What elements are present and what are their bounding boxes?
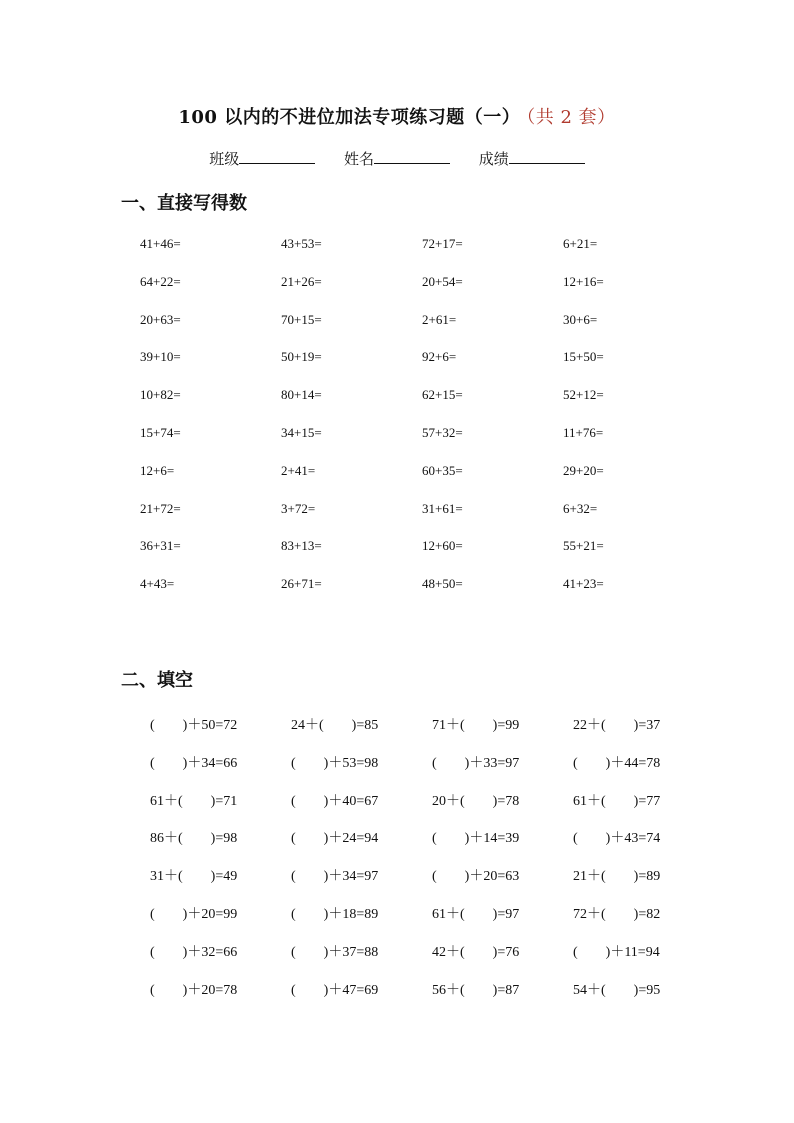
fill-blank-problem: ( )＋18=89 bbox=[291, 906, 379, 922]
addition-problem: 62+15= bbox=[422, 387, 463, 403]
fill-blank-problem: ( )＋14=39 bbox=[432, 831, 520, 847]
fill-blank-grid bbox=[150, 714, 714, 1016]
direct-answer-grid bbox=[140, 236, 704, 614]
class-field bbox=[209, 148, 315, 169]
addition-problem: 34+15= bbox=[281, 424, 322, 440]
name-field bbox=[344, 148, 450, 169]
fill-blank-problem: ( )＋37=88 bbox=[291, 944, 379, 960]
score-field bbox=[479, 148, 585, 169]
addition-problem: 41+46= bbox=[140, 236, 181, 251]
addition-problem: 39+10= bbox=[140, 349, 181, 365]
section1-title: 一、直接写得数 bbox=[121, 193, 247, 214]
addition-problem: 31+61= bbox=[422, 500, 463, 516]
addition-problem: 3+72= bbox=[281, 500, 316, 516]
addition-problem: 12+60= bbox=[422, 538, 463, 554]
fill-blank-problem: ( )＋20=78 bbox=[150, 982, 238, 998]
title-text: 100 以内的不进位加法专项练习题（一） bbox=[178, 107, 521, 128]
fill-blank-problem: 54＋( )=95 bbox=[573, 982, 661, 998]
score-label: 成绩 bbox=[478, 150, 509, 168]
addition-problem: 43+53= bbox=[281, 236, 322, 251]
worksheet-title bbox=[0, 103, 794, 129]
fill-blank-problem: 56＋( )=87 bbox=[432, 982, 520, 998]
addition-problem: 29+20= bbox=[563, 462, 604, 478]
addition-problem: 60+35= bbox=[422, 462, 463, 478]
addition-problem: 2+41= bbox=[281, 462, 316, 478]
fill-blank-problem: ( )＋50=72 bbox=[150, 718, 238, 733]
addition-problem: 57+32= bbox=[422, 424, 463, 440]
addition-problem: 52+12= bbox=[563, 387, 604, 403]
addition-problem: 6+21= bbox=[563, 236, 598, 251]
fill-blank-problem: ( )＋53=98 bbox=[291, 755, 379, 771]
addition-problem: 50+19= bbox=[281, 349, 322, 365]
addition-problem: 12+16= bbox=[563, 273, 604, 289]
fill-blank-problem: ( )＋20=99 bbox=[150, 906, 238, 922]
addition-problem: 2+61= bbox=[422, 311, 457, 327]
fill-blank-problem: ( )＋20=63 bbox=[432, 869, 520, 885]
addition-problem: 26+71= bbox=[281, 576, 322, 592]
fill-blank-problem: 61＋( )=77 bbox=[573, 793, 661, 809]
fill-blank-problem: 24＋( )=85 bbox=[291, 718, 379, 733]
name-label: 姓名 bbox=[343, 150, 374, 168]
fill-blank-problem: 61＋( )=71 bbox=[150, 793, 238, 809]
fill-blank-problem: ( )＋43=74 bbox=[573, 831, 661, 847]
addition-problem: 92+6= bbox=[422, 349, 457, 365]
addition-problem: 21+26= bbox=[281, 273, 322, 289]
fill-blank-problem: ( )＋34=97 bbox=[291, 869, 379, 885]
addition-problem: 4+43= bbox=[140, 576, 175, 592]
addition-problem: 80+14= bbox=[281, 387, 322, 403]
fill-blank-problem: 22＋( )=37 bbox=[573, 718, 661, 733]
addition-problem: 36+31= bbox=[140, 538, 181, 554]
fill-blank-problem: 42＋( )=76 bbox=[432, 944, 520, 960]
addition-problem: 83+13= bbox=[281, 538, 322, 554]
addition-problem: 48+50= bbox=[422, 576, 463, 592]
fill-blank-problem: ( )＋47=69 bbox=[291, 982, 379, 998]
addition-problem: 72+17= bbox=[422, 236, 463, 251]
addition-problem: 15+50= bbox=[563, 349, 604, 365]
addition-problem: 64+22= bbox=[140, 273, 181, 289]
fill-blank-problem: 61＋( )=97 bbox=[432, 906, 520, 922]
addition-problem: 20+54= bbox=[422, 273, 463, 289]
addition-problem: 10+82= bbox=[140, 387, 181, 403]
fill-blank-problem: 31＋( )=49 bbox=[150, 869, 238, 885]
fill-blank-problem: ( )＋24=94 bbox=[291, 831, 379, 847]
addition-problem: 12+6= bbox=[140, 462, 175, 478]
addition-problem: 11+76= bbox=[563, 424, 604, 440]
fill-blank-problem: 21＋( )=89 bbox=[573, 869, 661, 885]
class-label: 班级 bbox=[209, 150, 240, 168]
fill-blank-problem: ( )＋33=97 bbox=[432, 755, 520, 771]
fill-blank-problem: ( )＋34=66 bbox=[150, 755, 238, 771]
addition-problem: 41+23= bbox=[563, 576, 604, 592]
fill-blank-problem: 71＋( )=99 bbox=[432, 718, 520, 733]
fill-blank-problem: 72＋( )=82 bbox=[573, 906, 661, 922]
addition-problem: 20+63= bbox=[140, 311, 181, 327]
fill-blank-problem: 86＋( )=98 bbox=[150, 831, 238, 847]
addition-problem: 15+74= bbox=[140, 424, 181, 440]
fill-blank-problem: ( )＋40=67 bbox=[291, 793, 379, 809]
name-blank[interactable] bbox=[374, 149, 450, 164]
fill-blank-problem: ( )＋44=78 bbox=[573, 755, 661, 771]
addition-problem: 21+72= bbox=[140, 500, 181, 516]
fill-blank-problem: ( )＋32=66 bbox=[150, 944, 238, 960]
section2-title: 二、填空 bbox=[121, 670, 193, 691]
score-blank[interactable] bbox=[509, 149, 585, 164]
title-subtitle: （共 2 套） bbox=[526, 107, 616, 128]
addition-problem: 70+15= bbox=[281, 311, 322, 327]
addition-problem: 6+32= bbox=[563, 500, 598, 516]
fill-blank-problem: 20＋( )=78 bbox=[432, 793, 520, 809]
fill-blank-problem: ( )＋11=94 bbox=[573, 944, 660, 960]
class-blank[interactable] bbox=[239, 149, 315, 164]
addition-problem: 30+6= bbox=[563, 311, 598, 327]
addition-problem: 55+21= bbox=[563, 538, 604, 554]
student-info-row bbox=[0, 148, 794, 169]
